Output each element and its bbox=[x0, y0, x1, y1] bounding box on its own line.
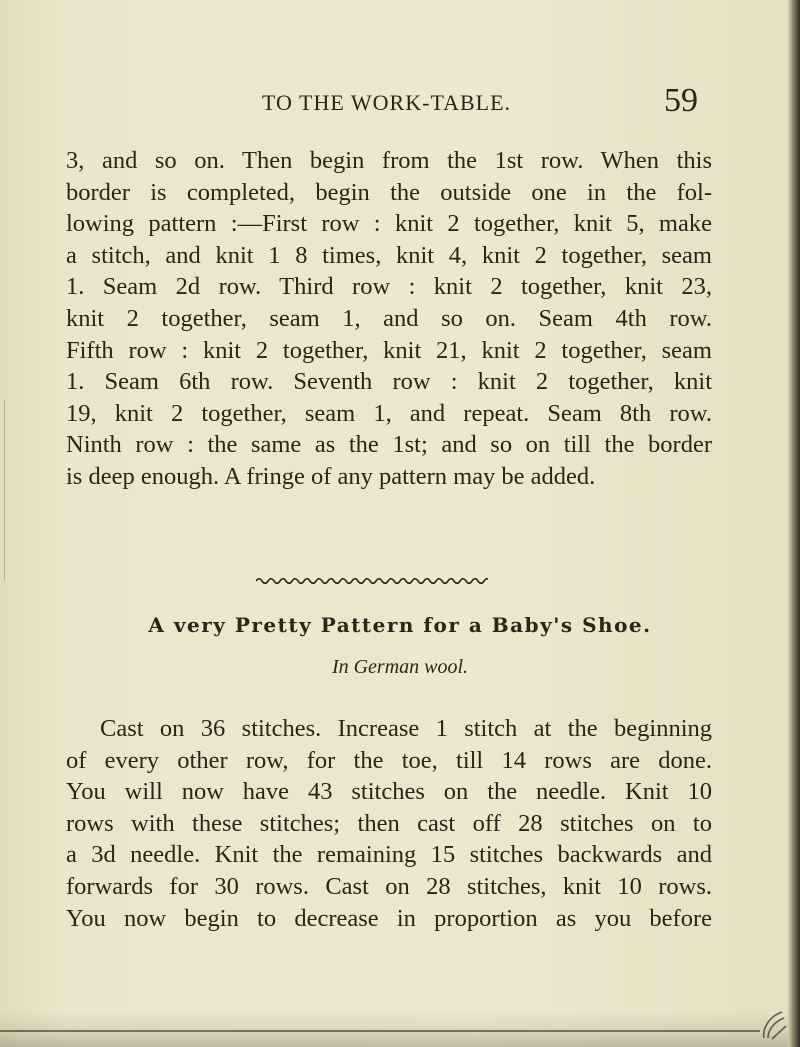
running-title: TO THE WORK-TABLE. bbox=[262, 90, 512, 115]
section-heading: A very Pretty Pattern for a Baby's Shoe. bbox=[148, 613, 652, 637]
text-line: Fifth row : knit 2 together, knit 21, knit 2 together, seam bbox=[66, 336, 712, 364]
text-line: 3, and so on. Then begin from the 1st row. When this bbox=[66, 147, 712, 174]
text-line: a 3d needle. Knit the remaining 15 stitches backwards and bbox=[66, 841, 712, 869]
page-right-edge bbox=[788, 0, 800, 1047]
wavy-rule-ornament-icon bbox=[256, 576, 488, 586]
section-subtitle: In German wool. bbox=[331, 656, 469, 678]
text-line: You will now have 43 stitches on the needle. Knit 10 bbox=[66, 778, 712, 806]
text-line: lowing pattern :—First row : knit 2 together, knit 5, make bbox=[66, 210, 712, 238]
text-line: 1. Seam 2d row. Third row : knit 2 together, knit 23, bbox=[66, 273, 712, 301]
page-number: 59 bbox=[664, 82, 698, 119]
library-stamp-mark-icon bbox=[756, 1006, 792, 1042]
text-line: is deep enough. A fringe of any pattern may be added. bbox=[66, 462, 596, 490]
page-bottom-shadow bbox=[0, 1011, 800, 1047]
page-fold-shadow bbox=[4, 400, 5, 580]
text-line: You now begin to decrease in proportion as you before bbox=[66, 904, 712, 932]
text-line: of every other row, for the toe, till 14 rows are done. bbox=[66, 746, 712, 774]
text-line: a stitch, and knit 1 8 times, knit 4, knit 2 together, seam bbox=[66, 241, 712, 269]
text-line: Cast on 36 stitches. Increase 1 stitch at the beginning bbox=[100, 715, 712, 742]
page-header bbox=[0, 80, 800, 130]
text-line: forwards for 30 rows. Cast on 28 stitches, knit 10 rows. bbox=[66, 872, 712, 900]
text-line: Ninth row : the same as the 1st; and so on till the border bbox=[66, 431, 712, 459]
paragraph-shoe-instructions bbox=[66, 713, 712, 934]
text-line: knit 2 together, seam 1, and so on. Seam 4th row. bbox=[66, 304, 712, 332]
text-line: 19, knit 2 together, seam 1, and repeat. Seam 8th row. bbox=[66, 399, 712, 427]
text-line: 1. Seam 6th row. Seventh row : knit 2 together, knit bbox=[66, 368, 712, 396]
paragraph-border-pattern bbox=[66, 145, 712, 493]
text-line: rows with these stitches; then cast off 28 stitches on to bbox=[66, 809, 712, 837]
text-line: border is completed, begin the outside one in the fol- bbox=[66, 178, 712, 206]
